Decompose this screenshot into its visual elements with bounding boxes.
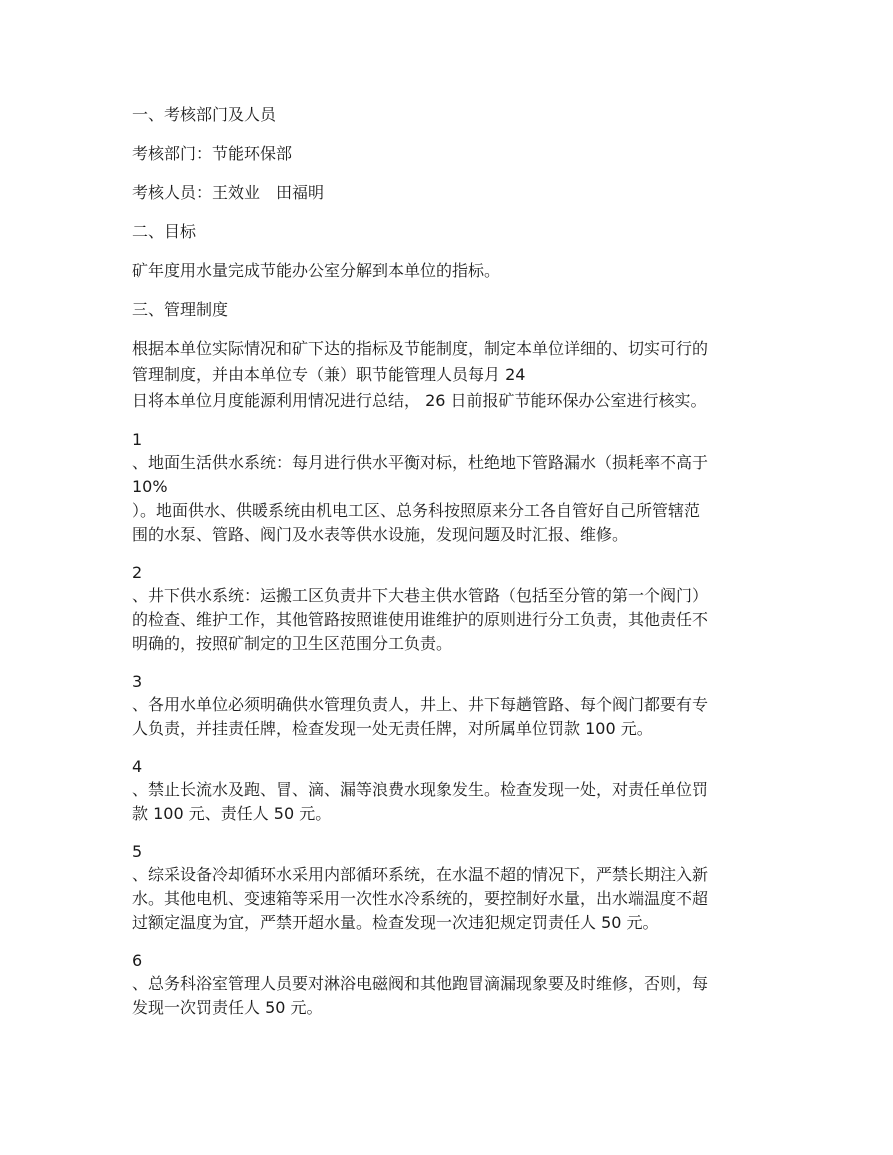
rule-line: 、禁止长流水及跑、冒、滴、漏等浪费水现象发生。检查发现一处，对责任单位罚 bbox=[132, 780, 709, 799]
rule-line: 、各用水单位必须明确供水管理负责人，井上、井下每趟管路、每个阀门都要有专 bbox=[132, 695, 709, 714]
rule-line: 围的水泵、管路、阀门及水表等供水设施，发现问题及时汇报、维修。 bbox=[132, 525, 629, 544]
rule-item-3 bbox=[132, 670, 772, 741]
rule-number: 5 bbox=[132, 842, 143, 861]
assessment-department: 考核部门：节能环保部 bbox=[132, 144, 293, 163]
rule-line: 10% bbox=[132, 477, 168, 496]
rule-line: 、总务科浴室管理人员要对淋浴电磁阀和其他跑冒滴漏现象要及时维修，否则，每 bbox=[132, 974, 709, 993]
paragraph-line: 管理制度，并由本单位专（兼）职节能管理人员每月 24 bbox=[132, 365, 526, 384]
management-paragraph bbox=[132, 336, 772, 414]
rule-line: 的检查、维护工作，其他管路按照谁使用谁维护的原则进行分工负责，其他责任不 bbox=[132, 610, 709, 629]
rule-line: ）。地面供水、供暖系统由机电工区、总务科按照原来分工各自管好自己所管辖范 bbox=[132, 501, 701, 520]
section-3-heading: 三、管理制度 bbox=[132, 300, 229, 319]
rule-number: 2 bbox=[132, 563, 143, 582]
rule-item-4 bbox=[132, 755, 772, 826]
rule-line: 、地面生活供水系统：每月进行供水平衡对标，杜绝地下管路漏水（损耗率不高于 bbox=[132, 453, 709, 472]
rule-item-1 bbox=[132, 428, 772, 547]
section-1-heading: 一、考核部门及人员 bbox=[132, 105, 277, 124]
section-2-heading: 二、目标 bbox=[132, 222, 197, 241]
assessment-personnel: 考核人员：王效业 田福明 bbox=[132, 183, 325, 202]
rule-line: 、井下供水系统：运搬工区负责井下大巷主供水管路（包括至分管的第一个阀门） bbox=[132, 586, 709, 605]
rule-number: 6 bbox=[132, 951, 143, 970]
paragraph-line: 根据本单位实际情况和矿下达的指标及节能制度，制定本单位详细的、切实可行的 bbox=[132, 339, 709, 358]
paragraph-line: 日将本单位月度能源利用情况进行总结， 26 日前报矿节能环保办公室进行核实。 bbox=[132, 391, 707, 410]
rule-line: 人负责，并挂责任牌，检查发现一处无责任牌，对所属单位罚款 100 元。 bbox=[132, 719, 653, 738]
rule-line: 款 100 元、责任人 50 元。 bbox=[132, 804, 332, 823]
rule-item-6 bbox=[132, 949, 772, 1020]
rule-item-2 bbox=[132, 561, 772, 656]
rule-number: 3 bbox=[132, 672, 143, 691]
document-body bbox=[132, 102, 772, 1020]
rule-line: 水。其他电机、变速箱等采用一次性水冷系统的，要控制好水量，出水端温度不超 bbox=[132, 889, 709, 908]
rule-line: 明确的，按照矿制定的卫生区范围分工负责。 bbox=[132, 634, 453, 653]
rule-item-5 bbox=[132, 840, 772, 935]
target-text: 矿年度用水量完成节能办公室分解到本单位的指标。 bbox=[132, 261, 501, 280]
rule-number: 1 bbox=[132, 430, 143, 449]
rule-line: 发现一次罚责任人 50 元。 bbox=[132, 998, 323, 1017]
rule-line: 过额定温度为宜，严禁开超水量。检查发现一次违犯规定罚责任人 50 元。 bbox=[132, 913, 659, 932]
rule-number: 4 bbox=[132, 757, 143, 776]
rule-line: 、综采设备冷却循环水采用内部循环系统，在水温不超的情况下，严禁长期注入新 bbox=[132, 865, 709, 884]
